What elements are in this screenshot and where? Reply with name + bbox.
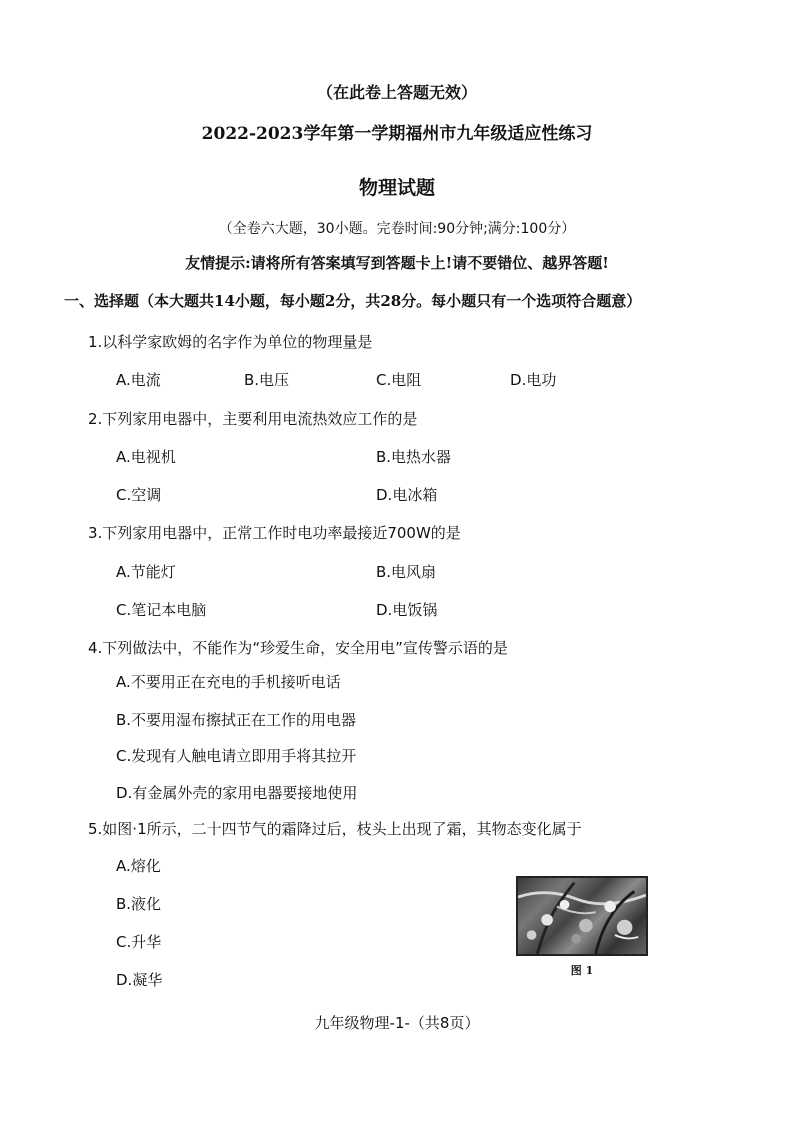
question-5-option-b: B.液化 [116,895,162,913]
question-4-option-a: A.不要用正在充电的手机接听电话 [116,673,341,691]
question-1-option-d: D.电功 [510,371,557,389]
question-4-stem: 4.下列做法中，不能作为“珍爱生命，安全用电”宣传警示语的是 [88,639,508,657]
figure-caption: 图 1 [570,964,594,977]
question-4-option-b: B.不要用湿布擦拭正在工作的用电器 [116,711,357,729]
question-2-option-a: A.电视机 [116,448,176,466]
question-3-option-a: A.节能灯 [116,563,176,581]
question-2-stem: 2.下列家用电器中，主要利用电流热效应工作的是 [88,410,418,428]
question-1-option-b: B.电压 [244,371,290,389]
question-1-stem: 1.以科学家欧姆的名字作为单位的物理量是 [88,333,373,351]
question-5-option-a: A.熔化 [116,857,161,875]
question-2-option-c: C.空调 [116,486,162,504]
page-footer: 九年级物理-1-（共8页） [314,1014,480,1032]
question-3-option-d: D.电饭锅 [376,601,438,619]
frost-branch-image [516,876,648,956]
exam-title: 2022-2023学年第一学期福州市九年级适应性练习 [201,124,593,144]
question-3-option-b: B.电风扇 [376,563,437,581]
question-5-option-c: C.升华 [116,933,162,951]
question-5-option-d: D.凝华 [116,971,163,989]
question-1-option-a: A.电流 [116,371,161,389]
question-2-option-b: B.电热水器 [376,448,452,466]
question-2-option-d: D.电冰箱 [376,486,438,504]
section-title: 一、选择题（本大题共14小题，每小题2分，共28分。每小题只有一个选项符合题意） [64,292,642,310]
question-4-option-c: C.发现有人触电请立即用手将其拉开 [116,747,357,765]
question-1-option-c: C.电阻 [376,371,422,389]
question-3-stem: 3.下列家用电器中，正常工作时电功率最接近700W的是 [88,524,461,542]
exam-tip: 友情提示:请将所有答案填写到答题卡上!请不要错位、越界答题! [185,254,609,272]
exam-info: （全卷六大题，30小题。完卷时间:90分钟;满分:100分） [218,221,576,237]
exam-subject: 物理试题 [358,177,435,199]
exam-notice: （在此卷上答题无效） [316,83,477,102]
frost-branch-drawing [518,878,646,954]
question-5-stem: 5.如图·1所示，二十四节气的霜降过后，枝头上出现了霜，其物态变化属于 [88,820,582,838]
question-4-option-d: D.有金属外壳的家用电器要接地使用 [116,784,358,802]
question-3-option-c: C.笔记本电脑 [116,601,207,619]
